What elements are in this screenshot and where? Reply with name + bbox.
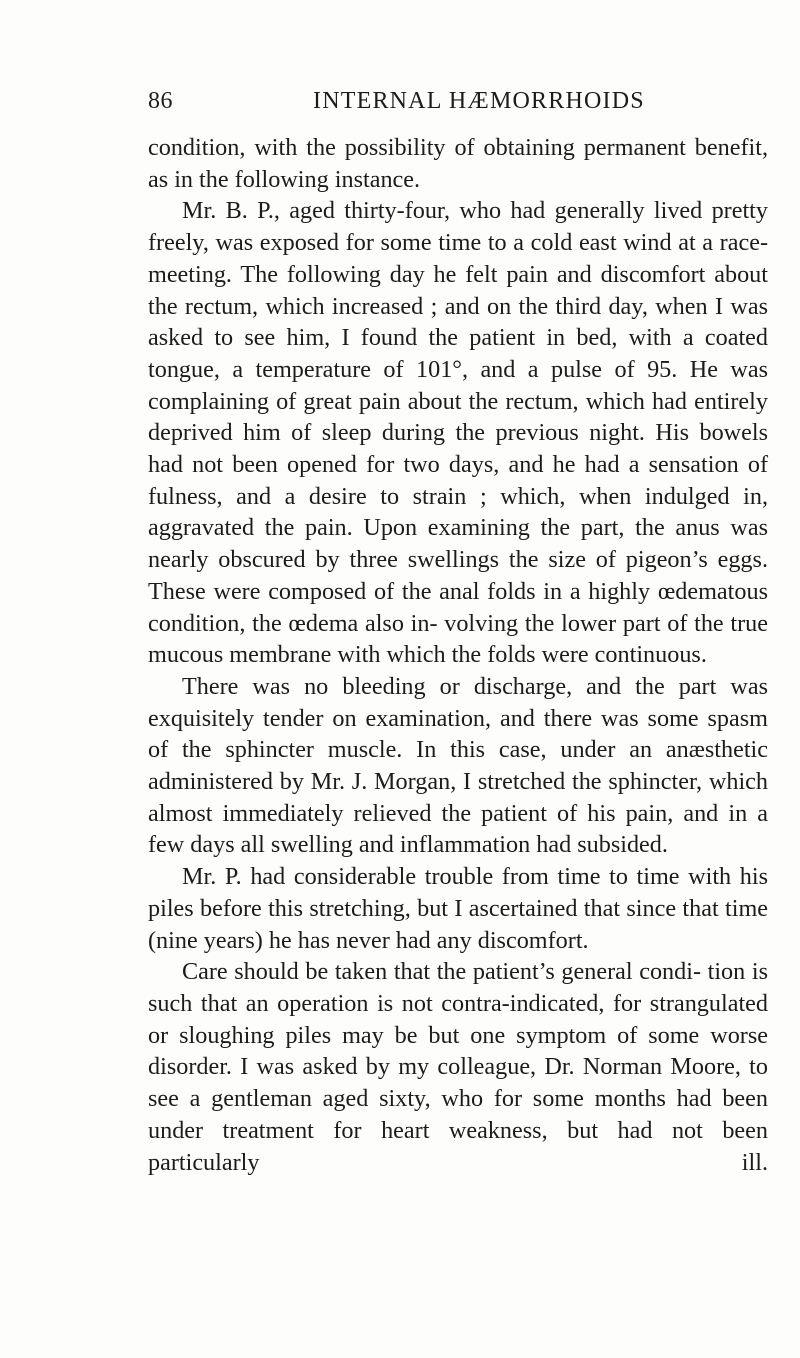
paragraph-continuation: condition, with the possibility of obtaining permanent benefit, as in the following instance.: [148, 134, 768, 193]
paragraph-case-description: Mr. B. P., aged thirty-four, who had generally lived pretty freely, was exposed for some time to a cold east wind at a race-meeting. The following day he felt pain and discomfort about the rectum, which increased ; and on the third day, when I was asked to see him, I found the patient in bed, with a coated tongue, a temperature of 101°, and a pulse of 95. He was complaining of great pain about the rectum, which had entirely deprived him of sleep during the previous night. His bowels had not been opened for two days, and he had a sensation of fulness, and a desire to strain ; which, when indulged in, aggravated the pain. Upon examining the part, the anus was nearly obscured by three swellings the size of pigeon’s eggs. These were composed of the anal folds in a highly œdematous condition, the œdema also in- volving the lower part of the true mucous membrane with which the folds were continuous.: [148, 197, 768, 669]
page-number: 86: [148, 88, 173, 114]
running-head: INTERNAL HÆMORRHOIDS: [313, 88, 645, 114]
body-text: [148, 132, 768, 1178]
paragraph-outcome: Mr. P. had considerable trouble from time to time with his piles before this stretching, but I ascertained that since that time (nine years) he has never had any discomfort.: [148, 863, 768, 954]
paragraph-caution: Care should be taken that the patient’s general condi- tion is such that an operation is not contra-indicated, for strangulated or sloughing piles may be but one symptom of some worse disorder. I was asked by my colleague, Dr. Norman Moore, to see a gentleman aged sixty, who for some months had been under treatment for heart weakness, but had not been particularly ill.: [148, 958, 768, 1176]
page-header: [148, 88, 768, 122]
paragraph-treatment: There was no bleeding or discharge, and the part was exquisitely tender on examination, and there was some spasm of the sphincter muscle. In this case, under an anæsthetic administered by Mr. J. Morgan, I stretched the sphincter, which almost immediately relieved the patient of his pain, and in a few days all swelling and inflammation had subsided.: [148, 672, 768, 859]
